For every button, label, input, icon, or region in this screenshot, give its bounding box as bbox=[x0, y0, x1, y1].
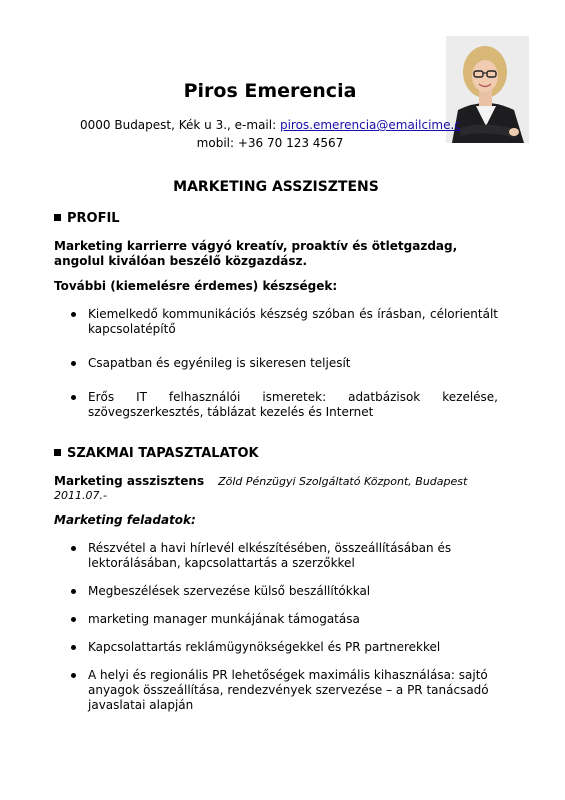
skills-heading: További (kiemelésre érdemes) készségek: bbox=[54, 279, 338, 293]
section-heading-profile bbox=[54, 211, 120, 226]
document-title: MARKETING ASSZISZTENS bbox=[173, 179, 379, 195]
profile-summary: Marketing karrierre vágyó kreatív, proaktív és ötletgazdag, angolul kiválóan beszélő közgazdász. bbox=[54, 239, 458, 268]
job-date: 2011.07.- bbox=[54, 489, 107, 502]
company-name: Zöld Pénzügyi Szolgáltató Központ, Budapest bbox=[218, 475, 468, 488]
list-item: Kiemelkedő kommunikációs készség szóban és írásban, célorientált kapcsolatépítő bbox=[54, 307, 498, 337]
square-bullet-icon bbox=[54, 214, 61, 221]
email-link[interactable]: piros.emerencia@emailcime.c bbox=[279, 118, 461, 132]
list-item: Kapcsolattartás reklámügynökségekkel és PR partnerekkel bbox=[54, 640, 498, 655]
section-heading-label: SZAKMAI TAPASZTALATOK bbox=[67, 446, 259, 461]
list-item: Megbeszélések szervezése külső beszállítókkal bbox=[54, 584, 498, 599]
section-heading-experience bbox=[54, 446, 259, 461]
mobile-number: mobil: +36 70 123 4567 bbox=[196, 136, 344, 150]
tasks-heading: Marketing feladatok: bbox=[54, 513, 196, 527]
list-item: Csapatban és egyénileg is sikeresen teljesít bbox=[54, 356, 498, 371]
job-title: Marketing asszisztens bbox=[54, 474, 205, 488]
address-text: 0000 Budapest, Kék u 3., e-mail: bbox=[80, 118, 280, 132]
tasks-list bbox=[54, 541, 498, 713]
section-heading-label: PROFIL bbox=[67, 211, 120, 226]
skills-list bbox=[54, 307, 498, 420]
job-line bbox=[54, 474, 494, 489]
candidate-name: Piros Emerencia bbox=[183, 80, 357, 102]
list-item: Részvétel a havi hírlevél elkészítésében, összeállításában és lektorálásában, kapcsolattartás a szerzőkkel bbox=[54, 541, 498, 571]
square-bullet-icon bbox=[54, 449, 61, 456]
address-line bbox=[80, 116, 461, 134]
list-item: Erős IT felhasználói ismeretek: adatbázisok kezelése, szövegszerkesztés, táblázat kezelés és Internet bbox=[54, 390, 498, 420]
list-item: A helyi és regionális PR lehetőségek maximális kihasználása: sajtó anyagok összeállítása, rendezvények szervezése – a PR tanácsadó javaslatai alapján bbox=[54, 668, 498, 713]
list-item: marketing manager munkájának támogatása bbox=[54, 612, 498, 627]
